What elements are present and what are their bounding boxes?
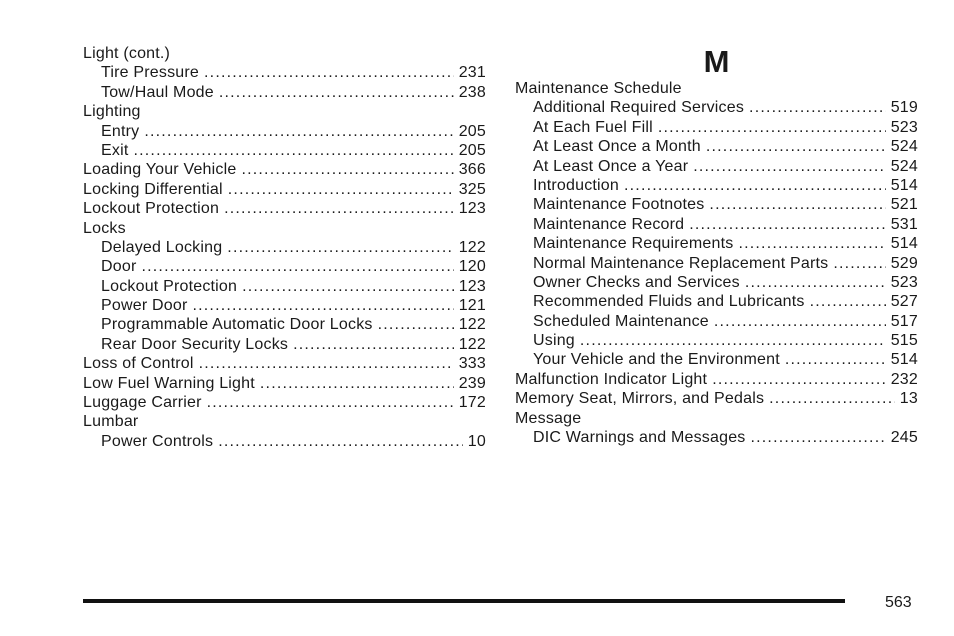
dot-leader: [689, 215, 885, 234]
entry-page-number: 123: [458, 277, 486, 295]
entry-label: Tow/Haul Mode: [101, 83, 214, 101]
index-subentry: [83, 83, 486, 102]
index-subentry: [515, 157, 918, 176]
dot-leader: [133, 141, 453, 160]
dot-leader: [706, 137, 886, 156]
index-subentry: [83, 432, 486, 451]
entry-label: At Each Fuel Fill: [533, 118, 653, 136]
entry-page-number: 514: [890, 176, 918, 194]
entry-page-number: 239: [458, 374, 486, 392]
index-entry: [83, 199, 486, 218]
index-entry: [515, 389, 918, 408]
entry-page-number: 232: [890, 370, 918, 388]
entry-label: Lockout Protection: [101, 277, 238, 295]
entry-page-number: 231: [458, 64, 486, 82]
entry-label: Low Fuel Warning Light: [83, 374, 255, 392]
entry-page-number: 10: [467, 432, 486, 450]
index-subentry: [515, 137, 918, 156]
entry-page-number: 122: [458, 238, 486, 256]
dot-leader: [378, 315, 454, 334]
index-subentry: [515, 176, 918, 195]
entry-label: Exit: [101, 141, 129, 159]
entry-label: Power Door: [101, 297, 188, 315]
index-column-right: [515, 41, 918, 447]
entry-page-number: 13: [899, 390, 918, 408]
entry-page-number: 514: [890, 351, 918, 369]
entry-page-number: 531: [890, 215, 918, 233]
entry-page-number: 366: [458, 161, 486, 179]
index-entry: [83, 160, 486, 179]
entry-label: Malfunction Indicator Light: [515, 370, 708, 388]
index-entry: [515, 370, 918, 389]
entry-page-number: 238: [458, 83, 486, 101]
index-subentry: [515, 118, 918, 137]
dot-leader: [219, 83, 454, 102]
index-subentry: [515, 273, 918, 292]
dot-leader: [712, 370, 886, 389]
index-subentry: [515, 292, 918, 311]
entry-page-number: 123: [458, 200, 486, 218]
entry-page-number: 521: [890, 196, 918, 214]
index-subentry: [515, 234, 918, 253]
entry-label: Luggage Carrier: [83, 394, 202, 412]
index-subentry: [83, 63, 486, 82]
entry-label: Using: [533, 332, 575, 350]
dot-leader: [833, 254, 885, 273]
entry-label: Your Vehicle and the Environment: [533, 351, 780, 369]
entry-page-number: 205: [458, 122, 486, 140]
dot-leader: [709, 195, 885, 214]
entry-page-number: 325: [458, 180, 486, 198]
dot-leader: [749, 98, 886, 117]
dot-leader: [224, 199, 454, 218]
index-subentry: [83, 277, 486, 296]
entry-page-number: 121: [458, 297, 486, 315]
dot-leader: [204, 63, 454, 82]
index-subentry: [515, 350, 918, 369]
entry-page-number: 523: [890, 118, 918, 136]
index-subentry: [83, 257, 486, 276]
dot-leader: [218, 432, 463, 451]
dot-leader: [745, 273, 886, 292]
dot-leader: [810, 292, 886, 311]
entry-page-number: 517: [890, 312, 918, 330]
entry-page-number: 519: [890, 99, 918, 117]
index-subentry: [515, 98, 918, 117]
entry-label: Loss of Control: [83, 355, 194, 373]
entry-label: Rear Door Security Locks: [101, 335, 289, 353]
entry-page-number: 523: [890, 273, 918, 291]
entry-label: Scheduled Maintenance: [533, 312, 709, 330]
index-entry: [83, 354, 486, 373]
index-subentry: [515, 428, 918, 447]
index-subentry: [83, 335, 486, 354]
index-subentry: [83, 122, 486, 141]
index-heading: Lighting: [83, 103, 141, 121]
dot-leader: [192, 296, 453, 315]
index-heading: Light (cont.): [83, 45, 171, 62]
dot-leader: [144, 122, 453, 141]
index-entry: [83, 374, 486, 393]
dot-leader: [207, 393, 454, 412]
entry-page-number: 122: [458, 316, 486, 334]
entry-page-number: 172: [458, 394, 486, 412]
entry-page-number: 529: [890, 254, 918, 272]
entry-label: Introduction: [533, 176, 620, 194]
index-subentry: [515, 195, 918, 214]
entry-label: Maintenance Record: [533, 215, 685, 233]
index-entry: [83, 180, 486, 199]
dot-leader: [241, 160, 453, 179]
entry-label: Loading Your Vehicle: [83, 161, 237, 179]
dot-leader: [769, 389, 895, 408]
dot-leader: [738, 234, 885, 253]
entry-label: Locking Differential: [83, 180, 223, 198]
index-heading: Message: [515, 409, 582, 427]
index-heading: Locks: [83, 219, 126, 237]
dot-leader: [228, 180, 454, 199]
entry-label: DIC Warnings and Messages: [533, 429, 746, 447]
index-subentry: [515, 254, 918, 273]
entry-page-number: 120: [458, 258, 486, 276]
index-subentry: [515, 331, 918, 350]
index-heading: Maintenance Schedule: [515, 80, 682, 97]
entry-label: At Least Once a Month: [533, 138, 701, 156]
index-entry: [83, 393, 486, 412]
entry-label: Programmable Automatic Door Locks: [101, 316, 373, 334]
entry-label: Power Controls: [101, 432, 214, 450]
entry-page-number: 524: [890, 157, 918, 175]
entry-label: Additional Required Services: [533, 99, 745, 117]
index-subentry: [515, 215, 918, 234]
entry-label: Tire Pressure: [101, 64, 200, 82]
dot-leader: [658, 118, 886, 137]
entry-page-number: 122: [458, 335, 486, 353]
entry-label: Maintenance Footnotes: [533, 196, 705, 214]
dot-leader: [293, 335, 454, 354]
dot-leader: [624, 176, 886, 195]
dot-leader: [260, 374, 454, 393]
entry-page-number: 515: [890, 332, 918, 350]
page-number: 563: [885, 594, 912, 611]
entry-page-number: 514: [890, 235, 918, 253]
dot-leader: [227, 238, 453, 257]
entry-label: At Least Once a Year: [533, 157, 689, 175]
entry-label: Delayed Locking: [101, 238, 223, 256]
index-heading: Lumbar: [83, 413, 139, 431]
entry-page-number: 524: [890, 138, 918, 156]
entry-page-number: 333: [458, 355, 486, 373]
index-subentry: [83, 296, 486, 315]
footer-rule: [83, 599, 845, 603]
entry-label: Lockout Protection: [83, 200, 220, 218]
index-subentry: [83, 141, 486, 160]
index-column-left: [83, 44, 486, 451]
entry-label: Door: [101, 258, 137, 276]
entry-label: Memory Seat, Mirrors, and Pedals: [515, 390, 765, 408]
entry-page-number: 205: [458, 141, 486, 159]
dot-leader: [580, 331, 886, 350]
section-letter: M: [703, 44, 730, 79]
dot-leader: [242, 277, 454, 296]
index-subentry: [83, 238, 486, 257]
dot-leader: [751, 428, 886, 447]
entry-label: Owner Checks and Services: [533, 273, 740, 291]
entry-label: Maintenance Requirements: [533, 235, 734, 253]
index-subentry: [83, 315, 486, 334]
dot-leader: [714, 312, 886, 331]
dot-leader: [693, 157, 885, 176]
entry-label: Normal Maintenance Replacement Parts: [533, 254, 829, 272]
dot-leader: [141, 257, 453, 276]
entry-label: Entry: [101, 122, 140, 140]
entry-page-number: 527: [890, 293, 918, 311]
entry-page-number: 245: [890, 429, 918, 447]
entry-label: Recommended Fluids and Lubricants: [533, 293, 805, 311]
index-subentry: [515, 312, 918, 331]
dot-leader: [785, 350, 886, 369]
dot-leader: [199, 354, 454, 373]
